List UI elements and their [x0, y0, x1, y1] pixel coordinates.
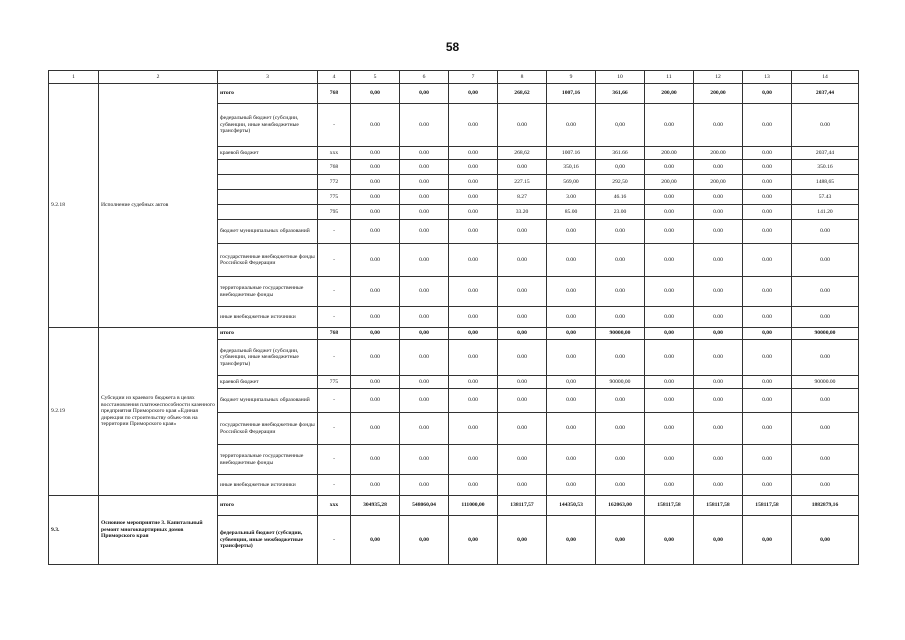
amount-cell: 0.00: [596, 340, 645, 376]
amount-cell: 0.00: [792, 389, 859, 413]
amount-cell: 141.20: [792, 205, 859, 220]
column-number: 2: [99, 71, 218, 84]
amount-cell: 0,00: [449, 84, 498, 104]
amount-cell: 0.00: [498, 104, 547, 147]
amount-cell: 0.00: [645, 307, 694, 328]
amount-cell: 0.00: [547, 389, 596, 413]
amount-cell: 0.00: [645, 475, 694, 496]
budget-code: 768: [318, 84, 351, 104]
amount-cell: 0.00: [449, 413, 498, 445]
amount-cell: 46.16: [596, 190, 645, 205]
amount-cell: 0.00: [400, 175, 449, 190]
amount-cell: 0.00: [351, 104, 400, 147]
amount-cell: 0.00: [645, 244, 694, 277]
amount-cell: 1882879,16: [792, 496, 859, 516]
budget-code: 772: [318, 175, 351, 190]
amount-cell: 0,00: [596, 160, 645, 175]
amount-cell: 0.00: [547, 220, 596, 244]
amount-cell: 0.00: [596, 445, 645, 475]
amount-cell: 0,00: [547, 376, 596, 389]
budget-code: ххх: [318, 496, 351, 516]
funding-source: территориальные государственные внебюджетные фонды: [218, 445, 318, 475]
amount-cell: 3.00: [547, 190, 596, 205]
row-code: 9.2.18: [49, 84, 99, 328]
amount-cell: 0.00: [547, 244, 596, 277]
amount-cell: 0.00: [596, 277, 645, 307]
amount-cell: 57.43: [792, 190, 859, 205]
amount-cell: 0.00: [743, 220, 792, 244]
amount-cell: 0.00: [694, 307, 743, 328]
funding-source: [218, 175, 318, 190]
column-number: 5: [351, 71, 400, 84]
amount-cell: 0.00: [743, 160, 792, 175]
amount-cell: 0.00: [743, 307, 792, 328]
amount-cell: 0.00: [351, 475, 400, 496]
amount-cell: 0.00: [547, 104, 596, 147]
amount-cell: 0.00: [743, 340, 792, 376]
amount-cell: 0.00: [400, 244, 449, 277]
amount-cell: 0.00: [645, 413, 694, 445]
budget-code: -: [318, 516, 351, 565]
amount-cell: 158117,58: [694, 496, 743, 516]
funding-source: [218, 160, 318, 175]
budget-code: -: [318, 104, 351, 147]
amount-cell: 0.00: [498, 307, 547, 328]
amount-cell: 0,00: [743, 516, 792, 565]
amount-cell: 0.00: [792, 413, 859, 445]
amount-cell: 200,00: [645, 175, 694, 190]
amount-cell: 0.00: [547, 277, 596, 307]
amount-cell: 0.00: [743, 389, 792, 413]
funding-source: [218, 190, 318, 205]
amount-cell: 0.00: [694, 277, 743, 307]
column-number: 10: [596, 71, 645, 84]
row-code: 9.3.: [49, 496, 99, 565]
amount-cell: 0.00: [400, 340, 449, 376]
amount-cell: 0.00: [351, 147, 400, 160]
amount-cell: 0.00: [351, 220, 400, 244]
column-number: 6: [400, 71, 449, 84]
amount-cell: 0.00: [351, 340, 400, 376]
amount-cell: 0.00: [596, 307, 645, 328]
funding-source: итого: [218, 84, 318, 104]
amount-cell: 162063,00: [596, 496, 645, 516]
amount-cell: 0.00: [449, 220, 498, 244]
funding-source: территориальные государственные внебюджетные фонды: [218, 277, 318, 307]
amount-cell: 0.00: [498, 475, 547, 496]
budget-code: 775: [318, 190, 351, 205]
amount-cell: 200,00: [645, 84, 694, 104]
amount-cell: 0.00: [645, 340, 694, 376]
amount-cell: 548060,04: [400, 496, 449, 516]
amount-cell: 0.00: [694, 160, 743, 175]
column-number: 7: [449, 71, 498, 84]
amount-cell: 0.00: [449, 190, 498, 205]
amount-cell: 0.00: [449, 277, 498, 307]
amount-cell: 227.15: [498, 175, 547, 190]
amount-cell: 0.00: [547, 445, 596, 475]
amount-cell: 0,00: [743, 84, 792, 104]
column-number: 13: [743, 71, 792, 84]
amount-cell: 0.00: [498, 413, 547, 445]
amount-cell: 0.00: [400, 389, 449, 413]
amount-cell: 0.00: [449, 147, 498, 160]
amount-cell: 144350,53: [547, 496, 596, 516]
amount-cell: 0.00: [743, 104, 792, 147]
column-number: 4: [318, 71, 351, 84]
budget-code: -: [318, 340, 351, 376]
amount-cell: 0.00: [694, 244, 743, 277]
amount-cell: 0.00: [792, 340, 859, 376]
amount-cell: 0.00: [351, 205, 400, 220]
amount-cell: 0.00: [351, 244, 400, 277]
amount-cell: 0,00: [596, 104, 645, 147]
amount-cell: 0.00: [498, 220, 547, 244]
amount-cell: 0.00: [449, 376, 498, 389]
amount-cell: 0.00: [449, 340, 498, 376]
amount-cell: 0.00: [449, 175, 498, 190]
amount-cell: 1007.16: [547, 147, 596, 160]
amount-cell: 0,00: [498, 516, 547, 565]
amount-cell: 0,00: [351, 328, 400, 340]
amount-cell: 0.00: [694, 389, 743, 413]
amount-cell: 361.66: [596, 147, 645, 160]
budget-code: -: [318, 277, 351, 307]
amount-cell: 138117,57: [498, 496, 547, 516]
amount-cell: 0.00: [792, 220, 859, 244]
amount-cell: 0.00: [449, 104, 498, 147]
budget-code: 775: [318, 376, 351, 389]
budget-code: -: [318, 220, 351, 244]
amount-cell: 0.00: [351, 277, 400, 307]
amount-cell: 0.00: [743, 205, 792, 220]
amount-cell: 0.00: [547, 307, 596, 328]
amount-cell: 158117,58: [743, 496, 792, 516]
funding-source: федеральный бюджет (субсидии, субвенции, иные межбюджетные трансферты): [218, 516, 318, 565]
amount-cell: 0.00: [645, 205, 694, 220]
amount-cell: 0,00: [351, 84, 400, 104]
amount-cell: 0.00: [351, 175, 400, 190]
amount-cell: 0.00: [694, 220, 743, 244]
amount-cell: 90000,00: [792, 328, 859, 340]
amount-cell: 0.00: [498, 244, 547, 277]
amount-cell: 0,00: [792, 516, 859, 565]
amount-cell: 0.00: [792, 104, 859, 147]
column-number: 8: [498, 71, 547, 84]
budget-code: 768: [318, 328, 351, 340]
amount-cell: 0.00: [743, 277, 792, 307]
amount-cell: 2037,44: [792, 147, 859, 160]
column-number: 14: [792, 71, 859, 84]
budget-code: -: [318, 475, 351, 496]
amount-cell: 0,00: [400, 84, 449, 104]
amount-cell: 0.00: [547, 413, 596, 445]
amount-cell: 0.00: [694, 205, 743, 220]
amount-cell: 361,66: [596, 84, 645, 104]
amount-cell: 0.00: [351, 307, 400, 328]
amount-cell: 0,00: [645, 516, 694, 565]
column-number: 1: [49, 71, 99, 84]
amount-cell: 200.00: [694, 147, 743, 160]
amount-cell: 0.00: [400, 205, 449, 220]
amount-cell: 0.00: [743, 475, 792, 496]
amount-cell: 0.00: [694, 376, 743, 389]
amount-cell: 8.27: [498, 190, 547, 205]
funding-source: бюджет муниципальных образований: [218, 389, 318, 413]
amount-cell: 0.00: [694, 413, 743, 445]
amount-cell: 0.00: [400, 475, 449, 496]
amount-cell: 0.00: [694, 104, 743, 147]
funding-source: государственные внебюджетные фонды Российской Федерации: [218, 413, 318, 445]
amount-cell: 0.00: [645, 104, 694, 147]
budget-code: -: [318, 413, 351, 445]
amount-cell: 1007,16: [547, 84, 596, 104]
amount-cell: 0,00: [645, 328, 694, 340]
amount-cell: 0.00: [596, 413, 645, 445]
amount-cell: 0.00: [449, 160, 498, 175]
amount-cell: 0,00: [694, 328, 743, 340]
amount-cell: 0.00: [645, 445, 694, 475]
amount-cell: 0.00: [449, 389, 498, 413]
amount-cell: 0.00: [498, 160, 547, 175]
column-number: 11: [645, 71, 694, 84]
funding-source: итого: [218, 328, 318, 340]
amount-cell: 0.00: [792, 277, 859, 307]
amount-cell: 0.00: [547, 340, 596, 376]
amount-cell: 23.00: [596, 205, 645, 220]
column-number: 9: [547, 71, 596, 84]
amount-cell: 33.20: [498, 205, 547, 220]
amount-cell: 90000,00: [596, 328, 645, 340]
amount-cell: 0.00: [351, 160, 400, 175]
funding-source: федеральный бюджет (субсидии, субвенции, иные межбюджетные трансферты): [218, 104, 318, 147]
amount-cell: 0.00: [449, 205, 498, 220]
amount-cell: 0.00: [694, 475, 743, 496]
amount-cell: 0.00: [743, 376, 792, 389]
amount-cell: 0.00: [645, 376, 694, 389]
amount-cell: 0.00: [645, 389, 694, 413]
amount-cell: 200,00: [694, 84, 743, 104]
funding-source: государственные внебюджетные фонды Российской Федерации: [218, 244, 318, 277]
amount-cell: 0.00: [792, 475, 859, 496]
table-row: [49, 84, 859, 104]
amount-cell: 0.00: [400, 277, 449, 307]
amount-cell: 1488,65: [792, 175, 859, 190]
amount-cell: 0.00: [498, 340, 547, 376]
amount-cell: 0,00: [596, 516, 645, 565]
amount-cell: 0,00: [547, 516, 596, 565]
amount-cell: 0.00: [743, 445, 792, 475]
budget-code: 795: [318, 205, 351, 220]
amount-cell: 0.00: [351, 376, 400, 389]
amount-cell: 0.00: [351, 413, 400, 445]
amount-cell: 0.00: [351, 445, 400, 475]
amount-cell: 0.00: [498, 277, 547, 307]
amount-cell: 0.00: [743, 244, 792, 277]
funding-source: бюджет муниципальных образований: [218, 220, 318, 244]
table-body: [49, 71, 859, 565]
funding-source: иные внебюджетные источники: [218, 475, 318, 496]
amount-cell: 0.00: [351, 389, 400, 413]
funding-source: краевой бюджет: [218, 147, 318, 160]
amount-cell: 0.00: [743, 190, 792, 205]
amount-cell: 0.00: [400, 147, 449, 160]
amount-cell: 0.00: [498, 389, 547, 413]
funding-source: [218, 205, 318, 220]
amount-cell: 0.00: [400, 104, 449, 147]
amount-cell: 158117,58: [645, 496, 694, 516]
funding-source: федеральный бюджет (субсидии, субвенции, иные межбюджетные трансферты): [218, 340, 318, 376]
amount-cell: 0.00: [694, 445, 743, 475]
amount-cell: 0.00: [400, 413, 449, 445]
page-number: 58: [445, 40, 460, 54]
amount-cell: 0,00: [449, 516, 498, 565]
budget-code: -: [318, 389, 351, 413]
amount-cell: 0,00: [400, 328, 449, 340]
amount-cell: 0.00: [449, 244, 498, 277]
amount-cell: 111000,00: [449, 496, 498, 516]
amount-cell: 0.00: [449, 445, 498, 475]
amount-cell: 0.00: [743, 413, 792, 445]
amount-cell: 0,00: [449, 328, 498, 340]
column-number: 12: [694, 71, 743, 84]
budget-code: -: [318, 445, 351, 475]
amount-cell: 304935,28: [351, 496, 400, 516]
amount-cell: 0.00: [547, 475, 596, 496]
amount-cell: 90000,00: [596, 376, 645, 389]
amount-cell: 0.00: [400, 307, 449, 328]
amount-cell: 90000.00: [792, 376, 859, 389]
amount-cell: 292,50: [596, 175, 645, 190]
header-row: [49, 71, 859, 84]
amount-cell: 0.00: [449, 475, 498, 496]
amount-cell: 0,00: [547, 328, 596, 340]
amount-cell: 0.00: [645, 160, 694, 175]
amount-cell: 350.16: [792, 160, 859, 175]
funding-source: иные внебюджетные источники: [218, 307, 318, 328]
amount-cell: 200.00: [645, 147, 694, 160]
budget-code: 768: [318, 160, 351, 175]
event-name: Основное мероприятие 3. Капитальный ремонт многоквартирных домов Приморского края: [99, 496, 218, 565]
amount-cell: 350,16: [547, 160, 596, 175]
amount-cell: 0.00: [351, 190, 400, 205]
event-name: Субсидии из краевого бюджета в целях восстановления платежеспособности казенного предприятия Приморского края «Единая дирекция по строительству объек-тов на территории Приморского края»: [99, 328, 218, 496]
amount-cell: 0.00: [792, 244, 859, 277]
amount-cell: 0,00: [694, 516, 743, 565]
amount-cell: 0.00: [792, 307, 859, 328]
row-code: 9.2.19: [49, 328, 99, 496]
table-row: [49, 328, 859, 340]
event-name: Исполнение судебных актов: [99, 84, 218, 328]
amount-cell: 0.00: [596, 220, 645, 244]
amount-cell: 0.00: [743, 147, 792, 160]
column-number: 3: [218, 71, 318, 84]
amount-cell: 569,00: [547, 175, 596, 190]
amount-cell: 268,62: [498, 84, 547, 104]
amount-cell: 0.00: [792, 445, 859, 475]
budget-table: [48, 70, 859, 565]
amount-cell: 0.00: [400, 160, 449, 175]
table-row: [49, 496, 859, 516]
amount-cell: 0.00: [645, 190, 694, 205]
amount-cell: 0,00: [400, 516, 449, 565]
amount-cell: 0,00: [498, 328, 547, 340]
amount-cell: 0.00: [449, 307, 498, 328]
amount-cell: 0.00: [694, 190, 743, 205]
amount-cell: 0.00: [743, 175, 792, 190]
amount-cell: 0.00: [694, 340, 743, 376]
funding-source: итого: [218, 496, 318, 516]
budget-code: -: [318, 244, 351, 277]
amount-cell: 0.00: [400, 220, 449, 244]
amount-cell: 0.00: [400, 376, 449, 389]
amount-cell: 0.00: [596, 244, 645, 277]
amount-cell: 200,00: [694, 175, 743, 190]
amount-cell: 0.00: [596, 389, 645, 413]
amount-cell: 0.00: [596, 475, 645, 496]
amount-cell: 0.00: [498, 445, 547, 475]
budget-code: -: [318, 307, 351, 328]
amount-cell: 0.00: [400, 445, 449, 475]
budget-code: ххх: [318, 147, 351, 160]
amount-cell: 0.00: [498, 376, 547, 389]
amount-cell: 0,00: [351, 516, 400, 565]
amount-cell: 0.00: [645, 220, 694, 244]
funding-source: краевой бюджет: [218, 376, 318, 389]
amount-cell: 0.00: [400, 190, 449, 205]
amount-cell: 268,62: [498, 147, 547, 160]
amount-cell: 0.00: [645, 277, 694, 307]
amount-cell: 2037,44: [792, 84, 859, 104]
amount-cell: 0,00: [743, 328, 792, 340]
amount-cell: 85.00: [547, 205, 596, 220]
